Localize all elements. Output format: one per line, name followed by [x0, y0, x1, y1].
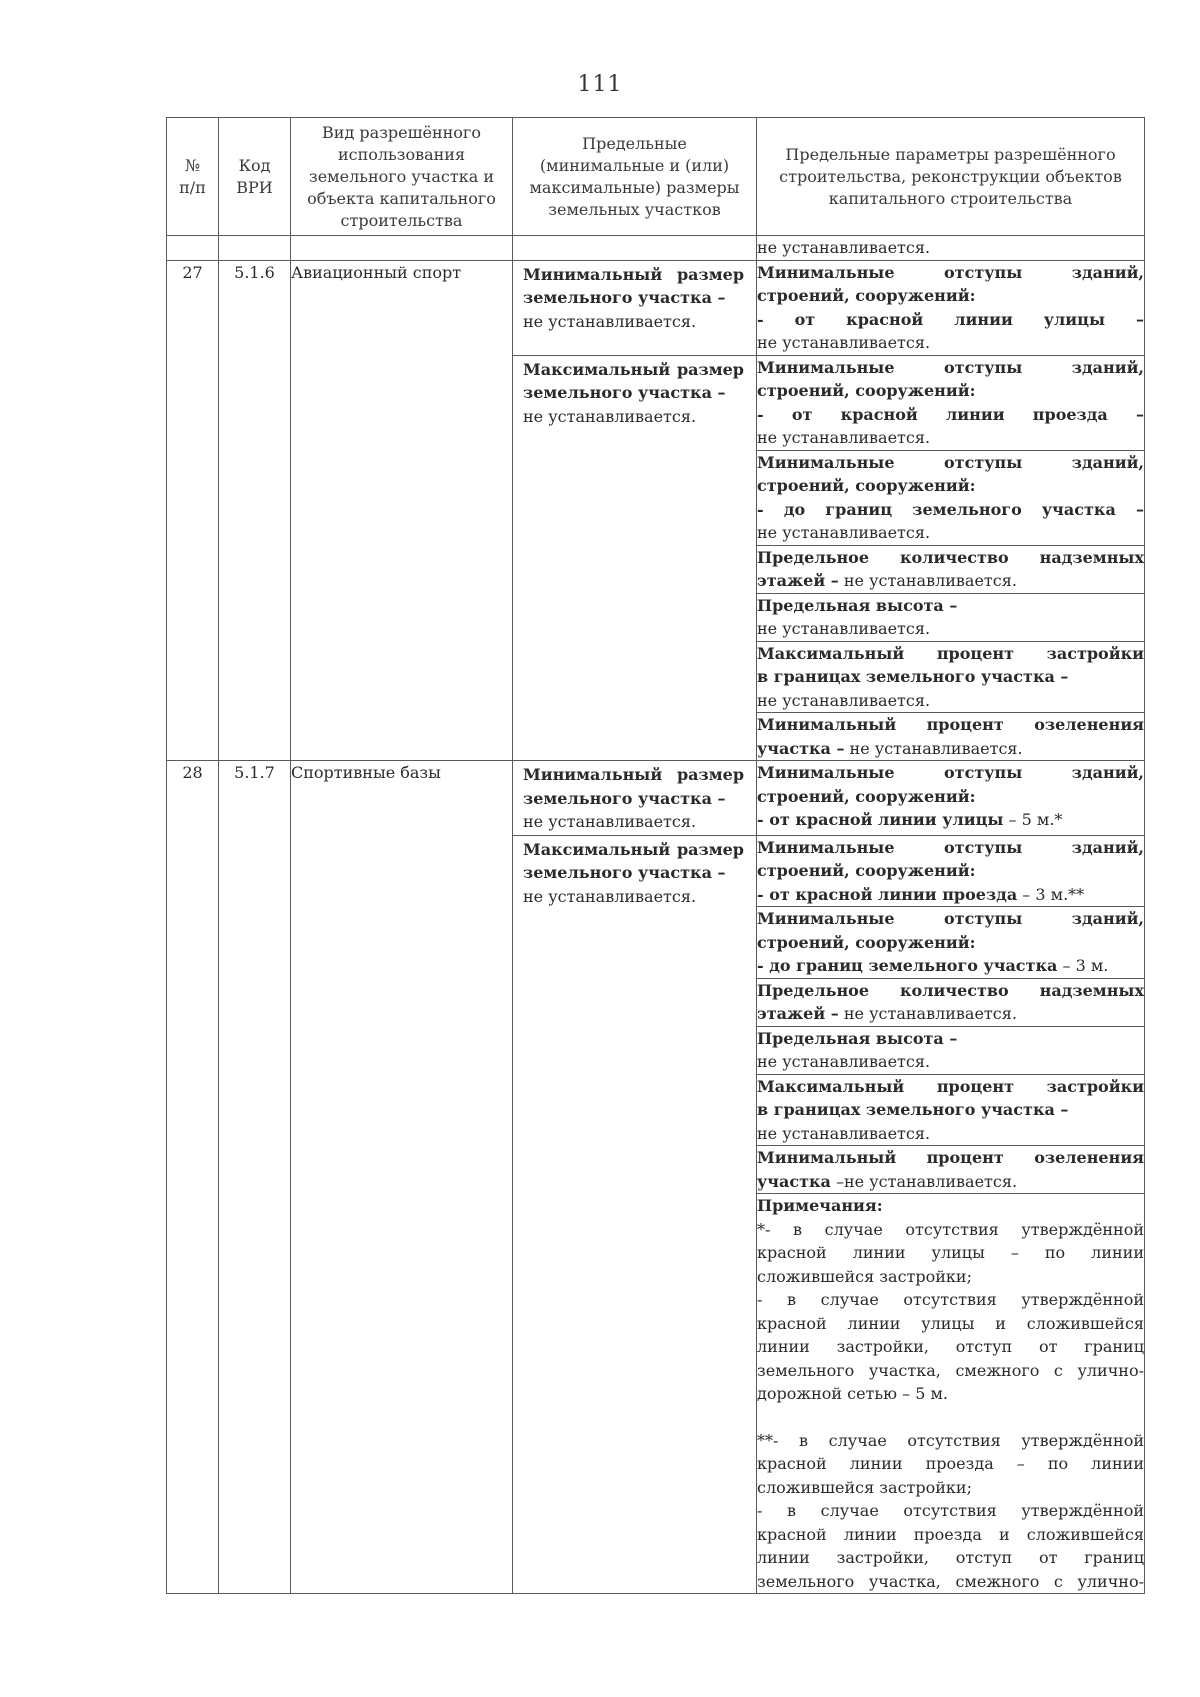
min-size-label: земельного участка –: [523, 788, 726, 808]
min-size-cell: [513, 761, 757, 836]
table-row: [167, 761, 1145, 836]
header-kind-line: земельного участка и: [308, 166, 494, 186]
note-line: красной линии улицы и сложившейся: [757, 1313, 1144, 1333]
param-label: Предельное количество надземных: [757, 547, 1144, 567]
header-params-line: Предельные параметры разрешённого: [785, 144, 1116, 164]
param-setback-street: [757, 260, 1145, 355]
note-line: сложившейся застройки;: [757, 1477, 972, 1497]
param-value: не устанавливается.: [757, 523, 931, 542]
note-line: **- в случае отсутствия утверждённой: [757, 1430, 1144, 1450]
param-label: Минимальный процент озеленения: [757, 715, 1144, 734]
param-label: - от красной линии проезда: [757, 884, 1018, 904]
param-floors: [757, 545, 1145, 593]
max-size-value: не устанавливается.: [523, 406, 697, 426]
param-value: не устанавливается.: [757, 690, 931, 710]
param-max-coverage: [757, 641, 1145, 713]
param-label: Минимальные отступы зданий,: [757, 909, 1144, 928]
note-line: дорожной сетью – 5 м.: [757, 1384, 949, 1403]
param-label: - до границ земельного участка –: [757, 499, 1144, 519]
header-size-line: максимальные) размеры: [529, 177, 740, 197]
header-kind-line: использования: [337, 144, 466, 164]
param-label: - до границ земельного участка: [757, 956, 1058, 975]
row-code: 5.1.6: [219, 260, 291, 761]
param-floors: [757, 978, 1145, 1026]
param-setback-boundary: [757, 450, 1145, 545]
table-row: [167, 260, 1145, 355]
header-kind-line: объекта капитального: [307, 188, 496, 208]
header-code: [219, 118, 291, 236]
note-line: линии застройки, отступ от границ: [757, 1337, 1144, 1356]
min-size-value: не устанавливается.: [523, 311, 697, 331]
param-label: этажей –: [757, 1004, 839, 1023]
notes-title: Примечания:: [757, 1196, 883, 1215]
note-line: красной линии проезда – по линии: [757, 1454, 1144, 1473]
note-line: [757, 1406, 1144, 1429]
param-value: – 3 м.**: [1017, 884, 1085, 904]
note-line: красной линии проезда и сложившейся: [757, 1524, 1144, 1544]
param-label: Предельная высота –: [757, 1028, 958, 1048]
note-line: - в случае отсутствия утверждённой: [757, 1290, 1144, 1309]
param-value: не устанавливается.: [757, 428, 931, 447]
note-line: земельного участка, смежного с улично-: [757, 1360, 1144, 1380]
continuation-text: не устанавливается.: [757, 236, 1145, 261]
notes-cell: [757, 1194, 1145, 1594]
note-line: красной линии улицы – по линии: [757, 1243, 1144, 1262]
max-size-cell: [513, 835, 757, 1594]
param-label: Предельная высота –: [757, 595, 958, 615]
param-value: не устанавливается.: [757, 619, 931, 638]
row-kind: Авиационный спорт: [291, 260, 513, 761]
table-header-row: [167, 118, 1145, 236]
row-kind: Спортивные базы: [291, 761, 513, 1594]
param-label: Минимальный процент озеленения: [757, 1148, 1144, 1167]
param-value: не устанавливается.: [757, 1123, 931, 1143]
row-number: 27: [167, 260, 219, 761]
note-line: земельного участка, смежного с улично-: [757, 1571, 1144, 1591]
param-label: - от красной линии улицы: [757, 810, 1004, 829]
header-kind-line: Вид разрешённого: [322, 122, 481, 142]
header-size-line: Предельные: [582, 133, 687, 153]
header-num-line: п/п: [179, 177, 206, 197]
header-num-line: №: [184, 155, 201, 175]
note-line: линии застройки, отступ от границ: [757, 1548, 1144, 1567]
continuation-row: [167, 236, 1145, 261]
min-size-label: Минимальный размер: [523, 765, 744, 784]
param-value: не устанавливается.: [757, 1052, 931, 1071]
param-value: – 5 м.*: [1003, 810, 1063, 829]
param-value: не устанавливается.: [844, 738, 1023, 758]
param-value: не устанавливается.: [757, 333, 931, 352]
param-label: Минимальные отступы зданий,: [757, 262, 1144, 282]
param-label: Минимальные отступы зданий,: [757, 357, 1144, 377]
param-setback-street: [757, 761, 1145, 836]
header-size-line: (минимальные и (или): [539, 155, 730, 175]
param-label: - от красной линии улицы –: [757, 309, 1144, 329]
param-setback-driveway: [757, 355, 1145, 450]
header-params-line: капитального строительства: [828, 188, 1073, 208]
param-label: строений, сооружений:: [757, 286, 976, 305]
param-value: – 3 м.: [1057, 956, 1109, 975]
param-value: –не устанавливается.: [830, 1171, 1018, 1191]
param-label: строений, сооружений:: [757, 476, 976, 495]
param-label: этажей –: [757, 571, 839, 590]
param-setback-driveway: [757, 835, 1145, 907]
max-size-label: Максимальный размер: [523, 359, 744, 379]
param-max-coverage: [757, 1074, 1145, 1146]
param-min-greening: [757, 713, 1145, 761]
row-number: 28: [167, 761, 219, 1594]
min-size-value: не устанавливается.: [523, 812, 697, 831]
header-params: [757, 118, 1145, 236]
header-kind-line: строительства: [340, 210, 463, 230]
param-setback-boundary: [757, 907, 1145, 979]
param-label: Максимальный процент застройки: [757, 1076, 1144, 1096]
page-number: 111: [577, 72, 623, 97]
header-code-line: Код: [238, 155, 271, 175]
min-size-label: земельного участка –: [523, 288, 726, 307]
max-size-cell: [513, 355, 757, 761]
notes-body: [757, 1218, 1144, 1594]
param-label: участка: [757, 1171, 831, 1191]
max-size-label: земельного участка –: [523, 863, 726, 882]
param-label: строений, сооружений:: [757, 786, 976, 806]
param-label: Максимальный процент застройки: [757, 643, 1144, 663]
header-params-line: строительства, реконструкции объектов: [779, 166, 1122, 186]
row-code: 5.1.7: [219, 761, 291, 1594]
param-label: строений, сооружений:: [757, 932, 976, 952]
param-label: строений, сооружений:: [757, 861, 976, 880]
param-value: не устанавливается.: [838, 1004, 1017, 1023]
param-label: в границах земельного участка –: [757, 1100, 1069, 1119]
param-label: - от красной линии проезда –: [757, 404, 1144, 424]
note-line: - в случае отсутствия утверждённой: [757, 1501, 1144, 1520]
note-line: сложившейся застройки;: [757, 1266, 972, 1286]
header-kind: [291, 118, 513, 236]
header-num: [167, 118, 219, 236]
note-line: *- в случае отсутствия утверждённой: [757, 1219, 1144, 1239]
param-label: Предельное количество надземных: [757, 980, 1144, 1000]
param-label: Минимальные отступы зданий,: [757, 837, 1144, 857]
header-size-line: земельных участков: [548, 199, 721, 219]
param-label: в границах земельного участка –: [757, 667, 1069, 686]
header-size: [513, 118, 757, 236]
param-value: не устанавливается.: [838, 571, 1017, 590]
max-size-value: не устанавливается.: [523, 886, 697, 906]
param-label: строений, сооружений:: [757, 381, 976, 400]
min-size-label: Минимальный размер: [523, 264, 744, 284]
header-code-line: ВРИ: [236, 177, 273, 197]
param-height: [757, 1026, 1145, 1074]
max-size-label: Максимальный размер: [523, 839, 744, 859]
min-size-cell: [513, 260, 757, 355]
max-size-label: земельного участка –: [523, 383, 726, 402]
param-min-greening: [757, 1146, 1145, 1194]
regulations-table: [166, 117, 1145, 1594]
param-height: [757, 593, 1145, 641]
param-label: Минимальные отступы зданий,: [757, 763, 1144, 782]
param-label: участка –: [757, 738, 845, 758]
param-label: Минимальные отступы зданий,: [757, 452, 1144, 472]
